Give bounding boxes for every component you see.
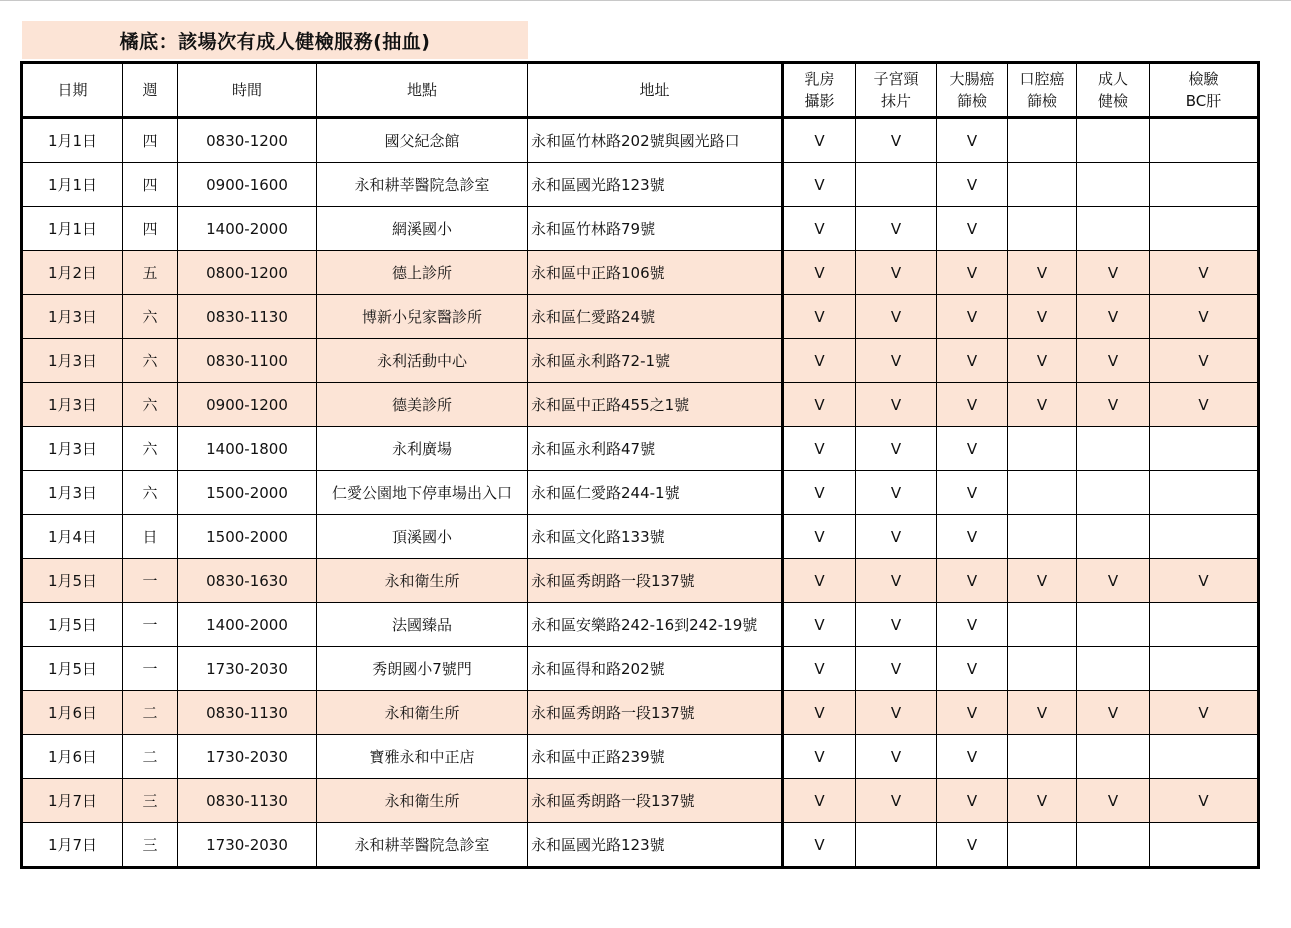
cell-adult-mark: [1077, 735, 1150, 779]
header-label-line: 大腸癌: [949, 70, 995, 88]
header-date: 日期: [22, 63, 123, 118]
cell-pap-mark: V: [856, 118, 937, 163]
legend-note: 橘底：該場次有成人健檢服務(抽血): [22, 21, 528, 59]
cell-date: 1月1日: [22, 118, 123, 163]
cell-time: 1400-2000: [178, 603, 317, 647]
cell-adult-mark: V: [1077, 295, 1150, 339]
cell-oral-mark: V: [1008, 295, 1077, 339]
cell-location: 永和耕莘醫院急診室: [317, 163, 528, 207]
cell-location: 博新小兒家醫診所: [317, 295, 528, 339]
cell-colorectal-mark: V: [937, 735, 1008, 779]
header-label-line: 乳房: [804, 70, 835, 88]
cell-date: 1月7日: [22, 823, 123, 868]
cell-address: 永和區秀朗路一段137號: [528, 779, 783, 823]
cell-date: 1月2日: [22, 251, 123, 295]
cell-address: 永和區秀朗路一段137號: [528, 691, 783, 735]
cell-oral-mark: [1008, 207, 1077, 251]
cell-date: 1月5日: [22, 559, 123, 603]
cell-oral-mark: [1008, 823, 1077, 868]
header-label-line: 攝影: [804, 92, 835, 110]
cell-pap-mark: V: [856, 515, 937, 559]
cell-bc-mark: [1150, 471, 1259, 515]
cell-pap-mark: V: [856, 603, 937, 647]
cell-time: 1500-2000: [178, 515, 317, 559]
cell-location: 永利廣場: [317, 427, 528, 471]
cell-weekday: 一: [123, 559, 178, 603]
cell-breast-mark: V: [783, 427, 856, 471]
cell-breast-mark: V: [783, 118, 856, 163]
top-divider: [0, 0, 1291, 1]
table-row: [22, 647, 1259, 691]
cell-date: 1月1日: [22, 163, 123, 207]
cell-time: 1400-1800: [178, 427, 317, 471]
table-row: [22, 735, 1259, 779]
header-pap-smear: [856, 63, 937, 118]
cell-location: 國父紀念館: [317, 118, 528, 163]
cell-bc-mark: [1150, 207, 1259, 251]
cell-adult-mark: [1077, 471, 1150, 515]
cell-weekday: 六: [123, 427, 178, 471]
cell-colorectal-mark: V: [937, 163, 1008, 207]
cell-pap-mark: V: [856, 735, 937, 779]
cell-weekday: 六: [123, 383, 178, 427]
header-time: 時間: [178, 63, 317, 118]
cell-time: 0900-1200: [178, 383, 317, 427]
cell-address: 永和區永利路72-1號: [528, 339, 783, 383]
cell-oral-mark: V: [1008, 559, 1077, 603]
cell-breast-mark: V: [783, 251, 856, 295]
cell-time: 1730-2030: [178, 823, 317, 868]
cell-date: 1月6日: [22, 691, 123, 735]
cell-bc-mark: V: [1150, 559, 1259, 603]
cell-time: 1730-2030: [178, 647, 317, 691]
table-row: [22, 603, 1259, 647]
cell-pap-mark: V: [856, 691, 937, 735]
header-breast-mammography: [783, 63, 856, 118]
cell-weekday: 四: [123, 207, 178, 251]
cell-colorectal-mark: V: [937, 647, 1008, 691]
table-row: [22, 691, 1259, 735]
cell-weekday: 六: [123, 295, 178, 339]
cell-weekday: 一: [123, 647, 178, 691]
cell-breast-mark: V: [783, 779, 856, 823]
header-label-line: 子宮頸: [873, 70, 919, 88]
header-weekday: 週: [123, 63, 178, 118]
cell-time: 0830-1100: [178, 339, 317, 383]
cell-address: 永和區中正路455之1號: [528, 383, 783, 427]
table-row: [22, 515, 1259, 559]
cell-oral-mark: [1008, 647, 1077, 691]
cell-address: 永和區永利路47號: [528, 427, 783, 471]
cell-pap-mark: V: [856, 295, 937, 339]
cell-weekday: 一: [123, 603, 178, 647]
cell-bc-mark: V: [1150, 295, 1259, 339]
cell-weekday: 三: [123, 779, 178, 823]
cell-location: 永和衛生所: [317, 691, 528, 735]
cell-location: 永和衛生所: [317, 779, 528, 823]
cell-colorectal-mark: V: [937, 251, 1008, 295]
cell-colorectal-mark: V: [937, 383, 1008, 427]
cell-adult-mark: [1077, 118, 1150, 163]
cell-time: 1400-2000: [178, 207, 317, 251]
table-row: [22, 427, 1259, 471]
cell-adult-mark: [1077, 427, 1150, 471]
header-label-line: 口腔癌: [1019, 70, 1065, 88]
header-label-line: 篩檢: [956, 92, 987, 110]
cell-adult-mark: V: [1077, 339, 1150, 383]
cell-oral-mark: [1008, 515, 1077, 559]
cell-time: 0830-1630: [178, 559, 317, 603]
cell-pap-mark: V: [856, 559, 937, 603]
cell-bc-mark: V: [1150, 339, 1259, 383]
header-hepatitis-bc-test: [1150, 63, 1259, 118]
table-row: [22, 559, 1259, 603]
header-label-line: 篩檢: [1026, 92, 1057, 110]
cell-breast-mark: V: [783, 515, 856, 559]
cell-bc-mark: [1150, 427, 1259, 471]
cell-location: 德上診所: [317, 251, 528, 295]
table-row: [22, 779, 1259, 823]
header-adult-checkup: [1077, 63, 1150, 118]
cell-time: 0830-1130: [178, 691, 317, 735]
cell-adult-mark: V: [1077, 559, 1150, 603]
cell-bc-mark: [1150, 515, 1259, 559]
cell-adult-mark: V: [1077, 691, 1150, 735]
cell-colorectal-mark: V: [937, 427, 1008, 471]
screening-schedule-table: [20, 61, 1260, 869]
cell-oral-mark: [1008, 735, 1077, 779]
cell-address: 永和區仁愛路244-1號: [528, 471, 783, 515]
header-label-line: 健檢: [1097, 92, 1128, 110]
cell-address: 永和區中正路239號: [528, 735, 783, 779]
header-label-line: BC肝: [1185, 92, 1222, 110]
cell-weekday: 六: [123, 471, 178, 515]
cell-colorectal-mark: V: [937, 691, 1008, 735]
cell-colorectal-mark: V: [937, 339, 1008, 383]
cell-location: 永利活動中心: [317, 339, 528, 383]
cell-bc-mark: V: [1150, 779, 1259, 823]
table-row: [22, 383, 1259, 427]
cell-colorectal-mark: V: [937, 207, 1008, 251]
cell-oral-mark: V: [1008, 383, 1077, 427]
cell-bc-mark: [1150, 118, 1259, 163]
header-location: 地點: [317, 63, 528, 118]
table-row: [22, 251, 1259, 295]
cell-weekday: 五: [123, 251, 178, 295]
cell-location: 德美診所: [317, 383, 528, 427]
cell-weekday: 二: [123, 735, 178, 779]
header-colorectal-screening: [937, 63, 1008, 118]
cell-oral-mark: [1008, 471, 1077, 515]
cell-pap-mark: V: [856, 339, 937, 383]
cell-oral-mark: [1008, 163, 1077, 207]
cell-location: 法國臻品: [317, 603, 528, 647]
cell-adult-mark: [1077, 603, 1150, 647]
cell-oral-mark: V: [1008, 339, 1077, 383]
cell-pap-mark: V: [856, 383, 937, 427]
cell-location: 寶雅永和中正店: [317, 735, 528, 779]
cell-colorectal-mark: V: [937, 559, 1008, 603]
cell-breast-mark: V: [783, 207, 856, 251]
cell-date: 1月3日: [22, 383, 123, 427]
cell-colorectal-mark: V: [937, 471, 1008, 515]
cell-colorectal-mark: V: [937, 603, 1008, 647]
cell-bc-mark: [1150, 163, 1259, 207]
cell-date: 1月3日: [22, 295, 123, 339]
cell-address: 永和區竹林路79號: [528, 207, 783, 251]
cell-breast-mark: V: [783, 339, 856, 383]
cell-oral-mark: V: [1008, 691, 1077, 735]
cell-address: 永和區中正路106號: [528, 251, 783, 295]
cell-adult-mark: V: [1077, 779, 1150, 823]
cell-adult-mark: [1077, 823, 1150, 868]
cell-time: 1500-2000: [178, 471, 317, 515]
table-row: [22, 471, 1259, 515]
cell-date: 1月3日: [22, 427, 123, 471]
cell-colorectal-mark: V: [937, 515, 1008, 559]
cell-weekday: 四: [123, 118, 178, 163]
cell-pap-mark: V: [856, 427, 937, 471]
cell-breast-mark: V: [783, 471, 856, 515]
cell-colorectal-mark: V: [937, 118, 1008, 163]
cell-address: 永和區安樂路242-16到242-19號: [528, 603, 783, 647]
cell-location: 秀朗國小7號門: [317, 647, 528, 691]
cell-pap-mark: V: [856, 647, 937, 691]
table-row: [22, 163, 1259, 207]
cell-location: 頂溪國小: [317, 515, 528, 559]
cell-location: 永和衛生所: [317, 559, 528, 603]
cell-location: 永和耕莘醫院急診室: [317, 823, 528, 868]
cell-time: 0830-1200: [178, 118, 317, 163]
cell-adult-mark: [1077, 515, 1150, 559]
cell-location: 仁愛公園地下停車場出入口: [317, 471, 528, 515]
cell-breast-mark: V: [783, 559, 856, 603]
cell-location: 網溪國小: [317, 207, 528, 251]
header-label-line: 抹片: [880, 92, 911, 110]
cell-date: 1月5日: [22, 647, 123, 691]
cell-breast-mark: V: [783, 823, 856, 868]
cell-weekday: 六: [123, 339, 178, 383]
cell-address: 永和區仁愛路24號: [528, 295, 783, 339]
cell-breast-mark: V: [783, 295, 856, 339]
cell-adult-mark: [1077, 163, 1150, 207]
cell-weekday: 四: [123, 163, 178, 207]
table-row: [22, 295, 1259, 339]
cell-bc-mark: [1150, 735, 1259, 779]
cell-colorectal-mark: V: [937, 823, 1008, 868]
cell-adult-mark: [1077, 647, 1150, 691]
cell-colorectal-mark: V: [937, 295, 1008, 339]
cell-pap-mark: V: [856, 207, 937, 251]
cell-date: 1月5日: [22, 603, 123, 647]
cell-address: 永和區秀朗路一段137號: [528, 559, 783, 603]
cell-oral-mark: V: [1008, 779, 1077, 823]
cell-bc-mark: [1150, 647, 1259, 691]
cell-oral-mark: [1008, 118, 1077, 163]
cell-pap-mark: V: [856, 779, 937, 823]
cell-oral-mark: [1008, 603, 1077, 647]
cell-date: 1月4日: [22, 515, 123, 559]
cell-time: 1730-2030: [178, 735, 317, 779]
cell-oral-mark: [1008, 427, 1077, 471]
cell-time: 0800-1200: [178, 251, 317, 295]
cell-adult-mark: V: [1077, 383, 1150, 427]
cell-pap-mark: [856, 163, 937, 207]
cell-pap-mark: V: [856, 251, 937, 295]
cell-bc-mark: V: [1150, 691, 1259, 735]
cell-address: 永和區文化路133號: [528, 515, 783, 559]
cell-date: 1月3日: [22, 339, 123, 383]
cell-breast-mark: V: [783, 691, 856, 735]
cell-weekday: 三: [123, 823, 178, 868]
header-row: [22, 63, 1259, 118]
cell-time: 0830-1130: [178, 779, 317, 823]
cell-date: 1月1日: [22, 207, 123, 251]
cell-address: 永和區國光路123號: [528, 823, 783, 868]
cell-adult-mark: V: [1077, 251, 1150, 295]
cell-bc-mark: V: [1150, 251, 1259, 295]
cell-time: 0830-1130: [178, 295, 317, 339]
cell-time: 0900-1600: [178, 163, 317, 207]
cell-weekday: 二: [123, 691, 178, 735]
cell-date: 1月3日: [22, 471, 123, 515]
header-oral-screening: [1008, 63, 1077, 118]
cell-bc-mark: [1150, 603, 1259, 647]
cell-breast-mark: V: [783, 603, 856, 647]
table-row: [22, 118, 1259, 163]
table-row: [22, 823, 1259, 868]
cell-adult-mark: [1077, 207, 1150, 251]
header-address: 地址: [528, 63, 783, 118]
cell-pap-mark: V: [856, 471, 937, 515]
cell-breast-mark: V: [783, 383, 856, 427]
cell-breast-mark: V: [783, 163, 856, 207]
table-row: [22, 339, 1259, 383]
header-label-line: 成人: [1097, 70, 1128, 88]
cell-bc-mark: [1150, 823, 1259, 868]
cell-weekday: 日: [123, 515, 178, 559]
cell-breast-mark: V: [783, 735, 856, 779]
cell-oral-mark: V: [1008, 251, 1077, 295]
cell-address: 永和區國光路123號: [528, 163, 783, 207]
cell-bc-mark: V: [1150, 383, 1259, 427]
cell-breast-mark: V: [783, 647, 856, 691]
cell-date: 1月7日: [22, 779, 123, 823]
table-row: [22, 207, 1259, 251]
cell-pap-mark: [856, 823, 937, 868]
cell-date: 1月6日: [22, 735, 123, 779]
cell-colorectal-mark: V: [937, 779, 1008, 823]
cell-address: 永和區得和路202號: [528, 647, 783, 691]
header-label-line: 檢驗: [1188, 70, 1219, 88]
cell-address: 永和區竹林路202號與國光路口: [528, 118, 783, 163]
